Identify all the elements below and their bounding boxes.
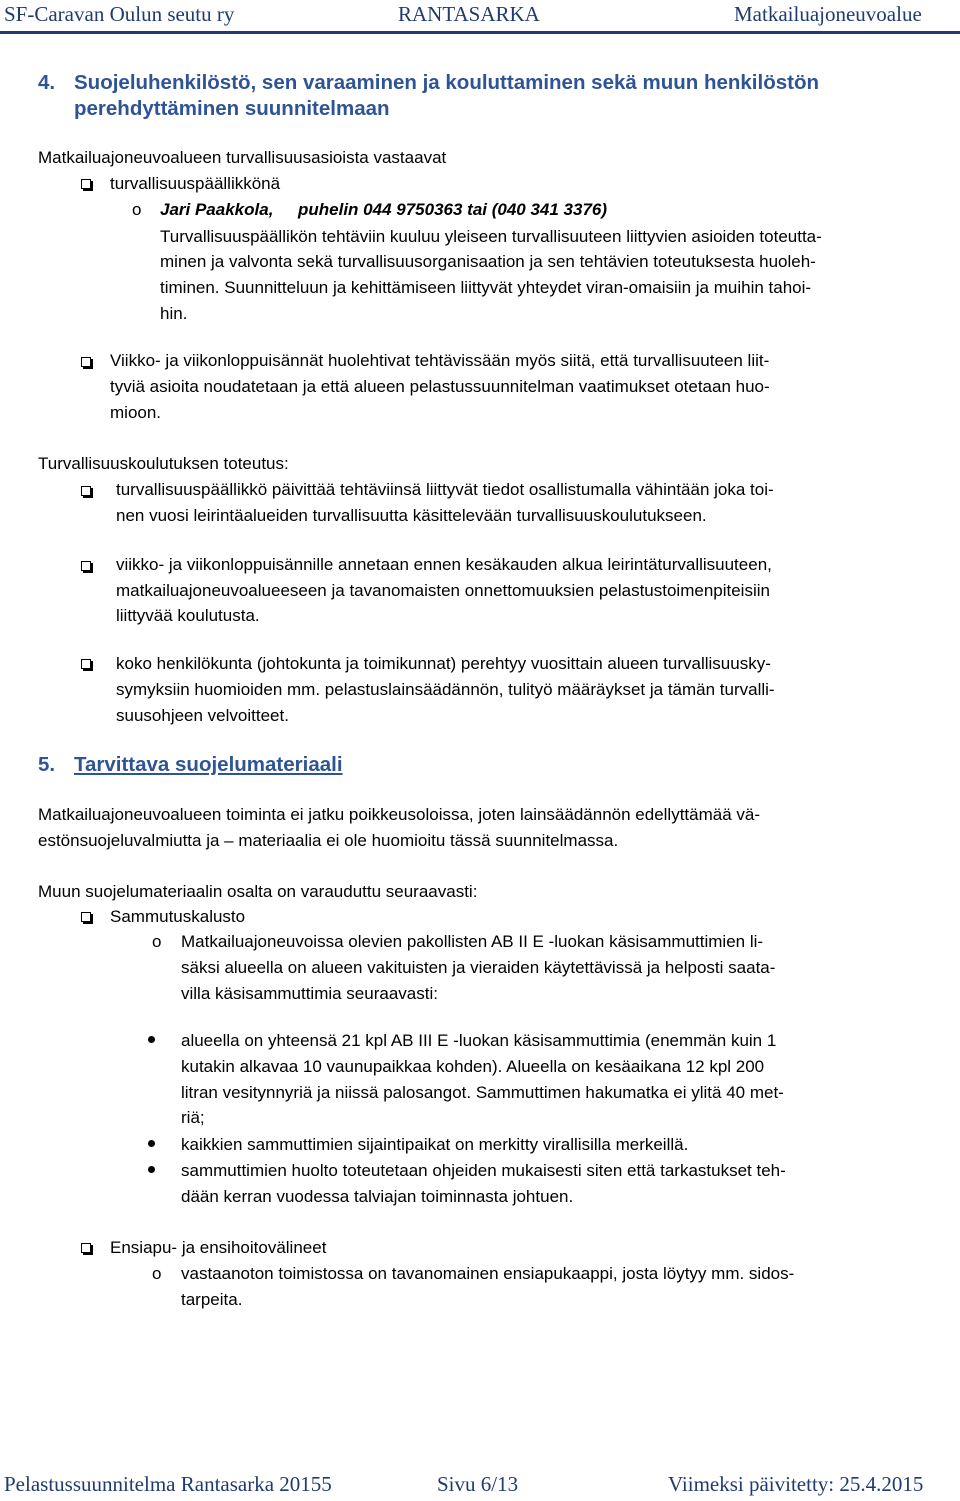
section-5-intro-line: estönsuojeluvalmiutta ja – materiaalia ei ole huomioitu tässä suunnitelmassa. — [38, 831, 619, 850]
header-organization: SF-Caravan Oulun seutu ry — [4, 2, 235, 26]
extinguisher-point-line: kaikkien sammuttimien sijaintipaikat on merkitty virallisilla merkeillä. — [181, 1135, 689, 1154]
weekend-hosts-line: Viikko- ja viikonloppuisännät huolehtivat tehtävissään myös siitä, että turvallisuuteen liit- — [110, 351, 770, 370]
training-title: Turvallisuuskoulutuksen toteutus: — [38, 454, 289, 473]
section-4-title-line1: Suojeluhenkilöstö, sen varaaminen ja kouluttaminen sekä muun henkilöstön — [74, 71, 819, 94]
training-item-line: liittyvää koulutusta. — [116, 606, 260, 625]
training-item-line: suusohjeen velvoitteet. — [116, 706, 289, 725]
section-5-title: Tarvittava suojelumateriaali — [74, 753, 343, 776]
weekend-hosts-line: tyviä asioita noudatetaan ja että alueen pelastussuunnitelman vaatimukset otetaan huo- — [110, 377, 770, 396]
training-item-line: turvallisuuspäällikkö päivittää tehtäviinsä liittyvät tiedot osallistumalla vähintään joka toi- — [116, 480, 774, 499]
extinguisher-point-line: riä; — [181, 1108, 205, 1127]
round-bullet-icon — [148, 1140, 155, 1147]
training-item-line: koko henkilökunta (johtokunta ja toimikunnat) perehtyy vuosittain alueen turvallisuusky- — [116, 654, 771, 673]
header-rule — [0, 31, 960, 34]
extinguishers-intro-line: villa käsisammuttimia seuraavasti: — [181, 984, 438, 1003]
footer-page-number: Sivu 6/13 — [437, 1472, 519, 1496]
extinguishers-title: Sammutuskalusto — [110, 907, 246, 926]
extinguisher-point-line: kutakin alkavaa 10 vaunupaikkaa kohden). Alueella on kesäaikana 12 kpl 200 — [181, 1057, 765, 1076]
section-4-number: 4. — [38, 71, 56, 94]
extinguisher-point-line: dään kerran vuodessa talviajan toiminnasta johtuen. — [181, 1187, 574, 1206]
extinguisher-point-line: alueella on yhteensä 21 kpl AB III E -luokan käsisammuttimia (enemmän kuin 1 — [181, 1031, 777, 1050]
duties-line: minen ja valvonta sekä turvallisuusorganisaation ja sen tehtävien toteutuksesta huoleh- — [160, 252, 816, 271]
extinguisher-point-line: litran vesitynnyriä ja niissä palosangot. Sammuttimen hakumatka ei ylitä 40 met- — [181, 1083, 784, 1102]
checkbox-bullet-icon — [81, 912, 91, 922]
checkbox-bullet-icon — [81, 561, 91, 571]
header-area: Matkailuajoneuvoalue — [734, 2, 922, 26]
training-item-line: viikko- ja viikonloppuisännille annetaan ennen kesäkauden alkua leirintäturvallisuuteen, — [116, 555, 772, 574]
header-site: RANTASARKA — [398, 2, 540, 26]
extinguisher-point-line: sammuttimien huolto toteutetaan ohjeiden mukaisesti siten että tarkastukset teh- — [181, 1161, 786, 1180]
checkbox-bullet-icon — [81, 1243, 91, 1253]
checkbox-bullet-icon — [81, 486, 91, 496]
firstaid-item-line: vastaanoton toimistossa on tavanomainen ensiapukaappi, josta löytyy mm. sidos- — [181, 1264, 795, 1283]
circle-bullet-icon: o — [132, 200, 142, 219]
checkbox-bullet-icon — [81, 179, 91, 189]
training-item-line: matkailuajoneuvoalueeseen ja tavanomaisten onnettomuuksien pelastustoimenpiteisiin — [116, 581, 770, 600]
weekend-hosts-line: mioon. — [110, 403, 162, 422]
extinguishers-intro-line: Matkailuajoneuvoissa olevien pakollisten AB II E -luokan käsisammuttimien li- — [181, 932, 764, 951]
duties-line: hin. — [160, 304, 188, 323]
firstaid-item-line: tarpeita. — [181, 1290, 243, 1309]
firstaid-title: Ensiapu- ja ensihoitovälineet — [110, 1238, 327, 1257]
duties-line: timinen. Suunnitteluun ja kehittämiseen liittyvät yhteydet viran-omaisiin ja muihin tahoi- — [160, 278, 812, 297]
round-bullet-icon — [148, 1036, 155, 1043]
round-bullet-icon — [148, 1166, 155, 1173]
section-4-intro: Matkailuajoneuvoalueen turvallisuusasioista vastaavat — [38, 148, 447, 167]
training-item-line: nen vuosi leirintäalueiden turvallisuutta käsittelevään turvallisuuskoulutukseen. — [116, 506, 707, 525]
checkbox-bullet-icon — [81, 659, 91, 669]
footer-updated: Viimeksi päivitetty: 25.4.2015 — [668, 1472, 924, 1496]
training-item-line: symyksiin huomioiden mm. pelastuslainsäädännön, tulityö määräykset ja tämän turvalli- — [116, 680, 775, 699]
section-4-title-line2: perehdyttäminen suunnitelmaan — [74, 97, 390, 120]
section-5-number: 5. — [38, 753, 56, 776]
duties-line: Turvallisuuspäällikön tehtäviin kuuluu yleiseen turvallisuuteen liittyvien asioiden toteutta- — [160, 227, 822, 246]
circle-bullet-icon: o — [152, 932, 162, 951]
role-label: turvallisuuspäällikkönä — [110, 174, 281, 193]
prep-title: Muun suojelumateriaalin osalta on varauduttu seuraavasti: — [38, 882, 478, 901]
circle-bullet-icon: o — [152, 1264, 162, 1283]
footer-document: Pelastussuunnitelma Rantasarka 20155 — [4, 1472, 332, 1496]
checkbox-bullet-icon — [81, 357, 91, 367]
extinguishers-intro-line: säksi alueella on alueen vakituisten ja vieraiden käytettävissä ja helposti saata- — [181, 958, 776, 977]
section-5-intro-line: Matkailuajoneuvoalueen toiminta ei jatku poikkeusoloissa, joten lainsäädännön edellyttämää vä- — [38, 805, 761, 824]
contact-name: Jari Paakkola, — [160, 200, 274, 219]
contact-phone: puhelin 044 9750363 tai (040 341 3376) — [298, 200, 608, 219]
